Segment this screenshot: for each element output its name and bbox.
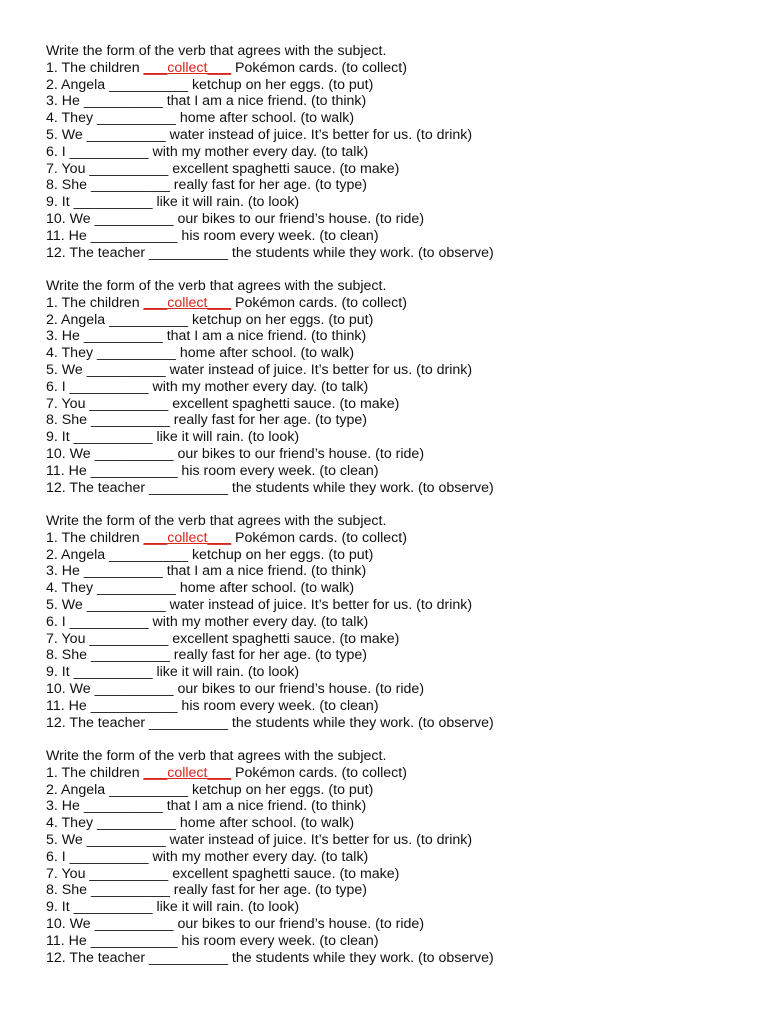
instruction: Write the form of the verb that agrees with the subject. <box>46 513 387 529</box>
blank-left: ___ <box>143 764 168 781</box>
instruction: Write the form of the verb that agrees with the subject. <box>46 43 387 59</box>
exercise-item-4: 4. They __________ home after school. (to walk) <box>46 345 355 362</box>
exercise-item-12: 12. The teacher __________ the students while they work. (to observe) <box>46 714 494 731</box>
exercise-item-9: 9. It __________ like it will rain. (to look) <box>46 899 300 916</box>
item-1-suffix: Pokémon cards. (to collect) <box>231 764 407 781</box>
answer-text: collect <box>167 529 208 546</box>
exercise-item-2: 2. Angela __________ ketchup on her eggs. (to put) <box>46 311 374 328</box>
item-1-suffix: Pokémon cards. (to collect) <box>231 59 407 76</box>
exercise-item-3: 3. He __________ that I am a nice friend. (to think) <box>46 563 367 580</box>
item-1-suffix: Pokémon cards. (to collect) <box>231 294 407 311</box>
exercise-item-10: 10. We __________ our bikes to our friend’s house. (to ride) <box>46 210 425 227</box>
answer-text: collect <box>167 764 208 781</box>
answer-blank <box>144 765 232 781</box>
exercise-item-2: 2. Angela __________ ketchup on her eggs. (to put) <box>46 76 374 93</box>
exercise-item-4: 4. They __________ home after school. (to walk) <box>46 110 355 127</box>
exercise-item-6: 6. I __________ with my mother every day. (to talk) <box>46 613 369 630</box>
exercise-item-7: 7. You __________ excellent spaghetti sauce. (to make) <box>46 630 400 647</box>
exercise-item-6: 6. I __________ with my mother every day. (to talk) <box>46 848 369 865</box>
blank-right: ___ <box>207 764 232 781</box>
item-1-prefix: 1. The children <box>46 59 144 76</box>
exercise-item-11: 11. He ___________ his room every week. (to clean) <box>46 697 379 714</box>
exercise-item-9: 9. It __________ like it will rain. (to look) <box>46 194 300 211</box>
blank-left: ___ <box>143 294 168 311</box>
exercise-item-1 <box>46 530 746 547</box>
answer-text: collect <box>167 294 208 311</box>
worksheet-block-3 <box>46 513 746 731</box>
exercise-item-4: 4. They __________ home after school. (to walk) <box>46 580 355 597</box>
blank-left: ___ <box>143 529 168 546</box>
answer-text: collect <box>167 59 208 76</box>
exercise-item-10: 10. We __________ our bikes to our friend’s house. (to ride) <box>46 915 425 932</box>
exercise-item-10: 10. We __________ our bikes to our friend’s house. (to ride) <box>46 680 425 697</box>
exercise-item-3: 3. He __________ that I am a nice friend. (to think) <box>46 328 367 345</box>
exercise-item-11: 11. He ___________ his room every week. (to clean) <box>46 932 379 949</box>
worksheet-block-4 <box>46 748 746 966</box>
exercise-item-12: 12. The teacher __________ the students while they work. (to observe) <box>46 479 494 496</box>
blank-right: ___ <box>207 59 232 76</box>
exercise-item-1 <box>46 60 746 77</box>
exercise-item-7: 7. You __________ excellent spaghetti sauce. (to make) <box>46 395 400 412</box>
exercise-item-2: 2. Angela __________ ketchup on her eggs. (to put) <box>46 546 374 563</box>
exercise-item-3: 3. He __________ that I am a nice friend. (to think) <box>46 93 367 110</box>
exercise-item-10: 10. We __________ our bikes to our friend’s house. (to ride) <box>46 445 425 462</box>
exercise-item-12: 12. The teacher __________ the students while they work. (to observe) <box>46 244 494 261</box>
blank-right: ___ <box>207 294 232 311</box>
exercise-item-9: 9. It __________ like it will rain. (to look) <box>46 429 300 446</box>
exercise-item-1 <box>46 765 746 782</box>
exercise-item-11: 11. He ___________ his room every week. (to clean) <box>46 462 379 479</box>
exercise-item-5: 5. We __________ water instead of juice. It’s better for us. (to drink) <box>46 596 473 613</box>
exercise-item-6: 6. I __________ with my mother every day. (to talk) <box>46 143 369 160</box>
exercise-item-8: 8. She __________ really fast for her age. (to type) <box>46 177 367 194</box>
exercise-item-8: 8. She __________ really fast for her age. (to type) <box>46 882 367 899</box>
exercise-item-3: 3. He __________ that I am a nice friend. (to think) <box>46 798 367 815</box>
exercise-item-5: 5. We __________ water instead of juice. It’s better for us. (to drink) <box>46 831 473 848</box>
worksheet-block-1 <box>46 43 746 261</box>
answer-blank <box>144 295 232 311</box>
exercise-item-11: 11. He ___________ his room every week. (to clean) <box>46 227 379 244</box>
exercise-item-4: 4. They __________ home after school. (to walk) <box>46 815 355 832</box>
instruction: Write the form of the verb that agrees with the subject. <box>46 278 387 294</box>
exercise-item-1 <box>46 295 746 312</box>
instruction: Write the form of the verb that agrees with the subject. <box>46 748 387 764</box>
exercise-item-5: 5. We __________ water instead of juice. It’s better for us. (to drink) <box>46 126 473 143</box>
exercise-item-9: 9. It __________ like it will rain. (to look) <box>46 664 300 681</box>
item-1-prefix: 1. The children <box>46 529 144 546</box>
blank-right: ___ <box>207 529 232 546</box>
blank-left: ___ <box>143 59 168 76</box>
exercise-item-8: 8. She __________ really fast for her age. (to type) <box>46 412 367 429</box>
exercise-item-6: 6. I __________ with my mother every day. (to talk) <box>46 378 369 395</box>
exercise-item-5: 5. We __________ water instead of juice. It’s better for us. (to drink) <box>46 361 473 378</box>
answer-blank <box>144 530 232 546</box>
exercise-item-7: 7. You __________ excellent spaghetti sauce. (to make) <box>46 160 400 177</box>
exercise-item-2: 2. Angela __________ ketchup on her eggs. (to put) <box>46 781 374 798</box>
exercise-item-8: 8. She __________ really fast for her age. (to type) <box>46 647 367 664</box>
answer-blank <box>144 60 232 76</box>
exercise-item-12: 12. The teacher __________ the students while they work. (to observe) <box>46 949 494 966</box>
item-1-prefix: 1. The children <box>46 764 144 781</box>
item-1-suffix: Pokémon cards. (to collect) <box>231 529 407 546</box>
worksheet-block-2 <box>46 278 746 496</box>
item-1-prefix: 1. The children <box>46 294 144 311</box>
exercise-item-7: 7. You __________ excellent spaghetti sauce. (to make) <box>46 865 400 882</box>
